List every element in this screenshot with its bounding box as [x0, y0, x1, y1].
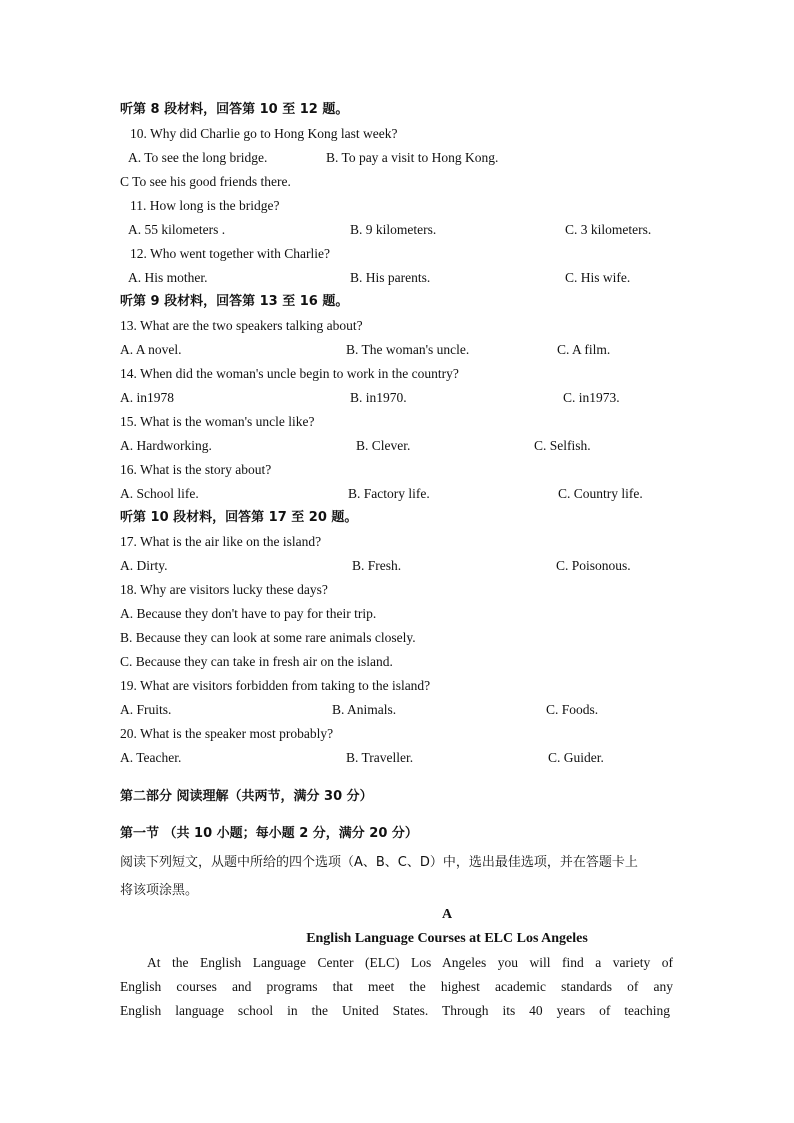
- question-20-option-c: C. Guider.: [548, 750, 604, 765]
- question-16-option-c: C. Country life.: [558, 486, 643, 501]
- question-10-stem: 10. Why did Charlie go to Hong Kong last week?: [130, 126, 398, 141]
- question-20-option-b: B. Traveller.: [346, 750, 414, 765]
- part-2-title: 第二部分 阅读理解（共两节，满分 30 分）: [120, 789, 373, 804]
- question-10-option-a: A. To see the long bridge.: [128, 150, 268, 165]
- question-11-stem: 11. How long is the bridge?: [130, 198, 280, 213]
- question-20-option-a: A. Teacher.: [120, 750, 182, 765]
- question-15-option-b: B. Clever.: [356, 438, 411, 453]
- question-12-option-a: A. His mother.: [128, 270, 208, 285]
- question-15-stem: 15. What is the woman's uncle like?: [120, 414, 315, 429]
- section-10-header: 听第 10 段材料，回答第 17 至 20 题。: [120, 510, 358, 525]
- question-17-option-a: A. Dirty.: [120, 558, 168, 573]
- question-12-option-c: C. His wife.: [565, 270, 631, 285]
- passage-line-3: English language school in the United States. Through its 40 years of teaching: [120, 1003, 670, 1018]
- question-13-option-c: C. A film.: [557, 342, 611, 357]
- question-18-option-b: B. Because they can look at some rare animals closely.: [120, 630, 416, 645]
- question-12-stem: 12. Who went together with Charlie?: [130, 246, 330, 261]
- section-8-header: 听第 8 段材料，回答第 10 至 12 题。: [120, 102, 349, 117]
- passage-title: English Language Courses at ELC Los Angeles: [306, 931, 588, 946]
- question-19-option-c: C. Foods.: [546, 702, 599, 717]
- section-9-header: 听第 9 段材料，回答第 13 至 16 题。: [120, 294, 349, 309]
- question-14-option-c: C. in1973.: [563, 390, 620, 405]
- question-14-option-b: B. in1970.: [350, 390, 407, 405]
- question-11-option-c: C. 3 kilometers.: [565, 222, 652, 237]
- question-18-stem: 18. Why are visitors lucky these days?: [120, 582, 328, 597]
- question-18-option-c: C. Because they can take in fresh air on the island.: [120, 654, 393, 669]
- question-12-option-b: B. His parents.: [350, 270, 431, 285]
- question-11-option-b: B. 9 kilometers.: [350, 222, 437, 237]
- question-15-option-c: C. Selfish.: [534, 438, 591, 453]
- passage-line-1: At the English Language Center (ELC) Los Angeles you will find a variety of: [147, 955, 673, 970]
- passage-line-2: English courses and programs that meet the highest academic standards of any: [120, 979, 673, 994]
- question-17-stem: 17. What is the air like on the island?: [120, 534, 322, 549]
- question-16-stem: 16. What is the story about?: [120, 462, 272, 477]
- question-18-option-a: A. Because they don't have to pay for their trip.: [120, 606, 377, 621]
- question-16-option-a: A. School life.: [120, 486, 199, 501]
- question-14-stem: 14. When did the woman's uncle begin to work in the country?: [120, 366, 459, 381]
- passage-letter: A: [441, 907, 453, 922]
- question-11-option-a: A. 55 kilometers .: [128, 222, 226, 237]
- question-19-stem: 19. What are visitors forbidden from taking to the island?: [120, 678, 431, 693]
- question-20-stem: 20. What is the speaker most probably?: [120, 726, 334, 741]
- question-19-option-b: B. Animals.: [332, 702, 397, 717]
- reading-instruction-line-1: 阅读下列短文，从题中所给的四个选项（A、B、C、D）中，选出最佳选项，并在答题卡上: [120, 855, 638, 870]
- question-10-option-c: C To see his good friends there.: [120, 174, 291, 189]
- question-14-option-a: A. in1978: [120, 390, 174, 405]
- question-10-option-b: B. To pay a visit to Hong Kong.: [326, 150, 499, 165]
- reading-instruction-line-2: 将该项涂黑。: [120, 883, 199, 898]
- question-17-option-c: C. Poisonous.: [556, 558, 631, 573]
- question-13-option-a: A. A novel.: [120, 342, 182, 357]
- question-16-option-b: B. Factory life.: [348, 486, 430, 501]
- question-13-option-b: B. The woman's uncle.: [346, 342, 470, 357]
- question-17-option-b: B. Fresh.: [352, 558, 402, 573]
- question-15-option-a: A. Hardworking.: [120, 438, 212, 453]
- part-2-section-1-title: 第一节 （共 10 小题；每小题 2 分，满分 20 分）: [120, 826, 418, 841]
- question-13-stem: 13. What are the two speakers talking about?: [120, 318, 363, 333]
- question-19-option-a: A. Fruits.: [120, 702, 172, 717]
